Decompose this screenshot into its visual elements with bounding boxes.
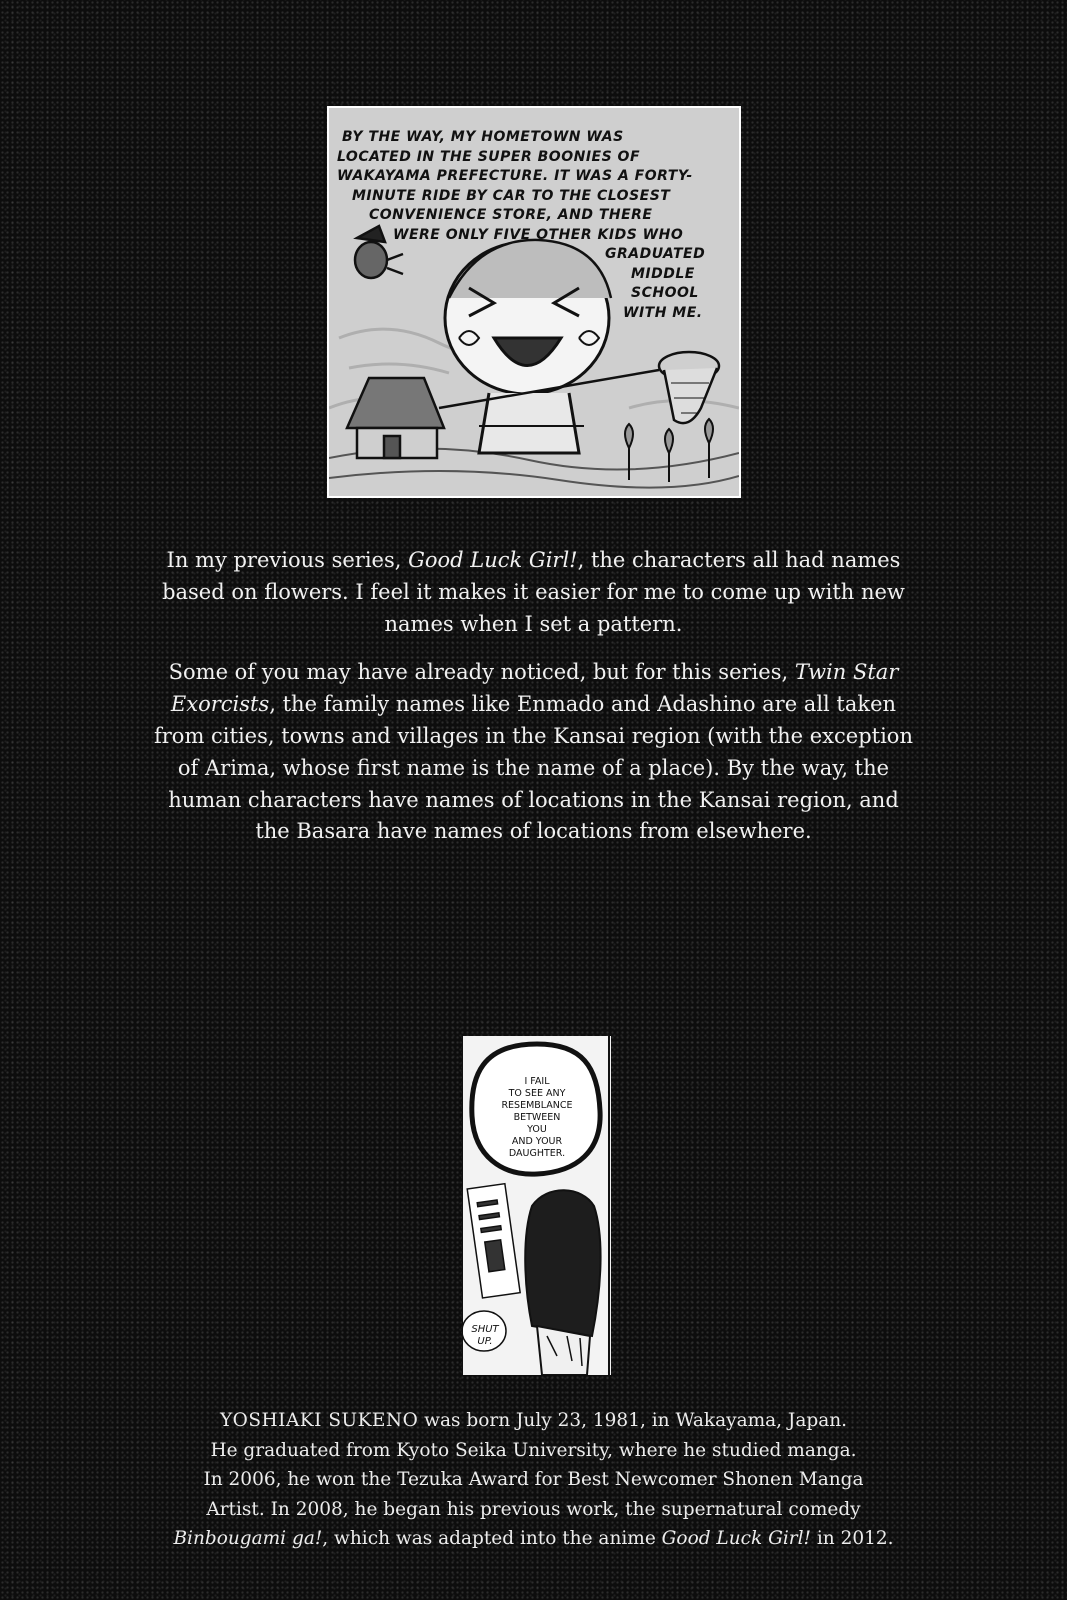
author-name: YOSHIAKI SUKENO [219, 1410, 419, 1431]
text-span: , the characters all had names based on flowers. I feel it makes it easier for me to come up with new names when I set a pattern. [162, 548, 905, 636]
text-span: was born July 23, 1981, in Wakayama, Japan. [418, 1410, 848, 1431]
dark-haired-girl [525, 1190, 600, 1375]
hometown-comic-panel [327, 106, 741, 498]
shut-line: SHUT [471, 1324, 499, 1335]
series-title: Good Luck Girl! [408, 548, 578, 572]
bio-line-4: Artist. In 2008, he began his previous work, the supernatural comedy [206, 1498, 861, 1520]
caption-line: MINUTE RIDE BY CAR TO THE CLOSEST [352, 187, 671, 204]
author-note [150, 545, 917, 865]
bubble-line: DAUGHTER. [508, 1148, 566, 1159]
bio-line-5 [120, 1524, 947, 1554]
caption-line: MIDDLE [631, 265, 695, 282]
caption-line: BY THE WAY, MY HOMETOWN WAS [342, 129, 624, 145]
author-note-paragraph-2 [150, 657, 917, 848]
bio-line-1 [120, 1406, 947, 1436]
hometown-caption [337, 128, 737, 323]
caption-line: GRADUATED [605, 246, 706, 262]
shut-line: UP. [477, 1336, 493, 1347]
text-span: , which was adapted into the anime [322, 1528, 662, 1550]
bubble-line: YOU [527, 1124, 547, 1135]
bio-line-2: He graduated from Kyoto Seika University, where he studied manga. [210, 1439, 857, 1461]
caption-line: WAKAYAMA PREFECTURE. IT WAS A FORTY- [337, 168, 693, 184]
caption-line: WITH ME. [623, 304, 703, 321]
bubble-line: RESEMBLANCE [501, 1100, 573, 1111]
text-span: in 2012. [810, 1528, 894, 1550]
bio-line-3: In 2006, he won the Tezuka Award for Best Newcomer Shonen Manga [203, 1469, 864, 1491]
caption-line: LOCATED IN THE SUPER BOONIES OF [337, 148, 641, 165]
bubble-line: BETWEEN [513, 1112, 561, 1123]
bubble-text [482, 1076, 592, 1160]
caption-line: WERE ONLY FIVE OTHER KIDS WHO [393, 226, 684, 243]
work-title: Binbougami ga! [173, 1528, 323, 1550]
shut-up-text [465, 1324, 505, 1348]
bubble-line: TO SEE ANY [508, 1088, 566, 1099]
bubble-line: I FAIL [524, 1076, 550, 1087]
text-span: In my previous series, [166, 548, 409, 572]
work-title: Good Luck Girl! [661, 1528, 811, 1550]
house-doodle [347, 378, 444, 458]
bubble-line: AND YOUR [511, 1136, 563, 1147]
caption-line: SCHOOL [631, 285, 699, 301]
text-span: Some of you may have already noticed, but for this series, [168, 660, 795, 685]
text-span: , the family names like Enmado and Adashino are all taken from cities, towns and villages in the Kansai region (with the exception of Arima, whose first name is the name of a place). By the way, the human characters have names of locations in the Kansai region, and the Basara have names of locations from elsewhere. [154, 692, 913, 844]
daughter-comic-panel [462, 1036, 611, 1375]
author-note-paragraph-1 [150, 545, 917, 640]
series-title: Twin Star Exorcists [170, 660, 899, 717]
author-bio [120, 1406, 947, 1554]
caption-line: CONVENIENCE STORE, AND THERE [369, 207, 653, 223]
